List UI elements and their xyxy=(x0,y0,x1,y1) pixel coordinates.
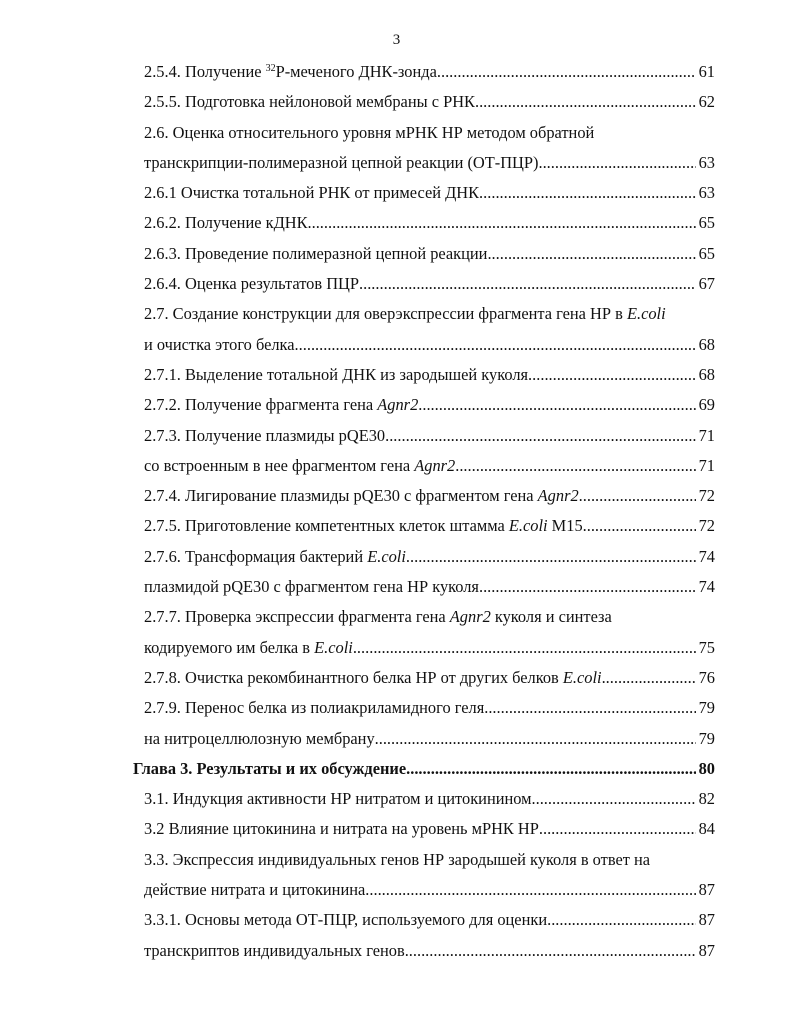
italic-term: Agnr2 xyxy=(414,455,456,475)
toc-entry-row xyxy=(144,784,715,814)
toc-entry-row xyxy=(144,178,715,208)
title-text: 2.7.9. Перенос белка из полиакриламидного геля xyxy=(144,698,485,718)
toc-entry-title xyxy=(144,633,353,663)
title-text: плазмидой pQE30 с фрагментом гена НР куколя xyxy=(144,577,479,597)
title-text: Глава 3. Результаты и их обсуждение xyxy=(133,758,407,778)
title-text: на нитроцеллюлозную мембрану xyxy=(144,728,375,748)
title-text: 2.7.6. Трансформация бактерий xyxy=(144,546,368,566)
toc-entry-row xyxy=(144,814,715,844)
toc-page-number: 68 xyxy=(698,334,715,354)
toc-entry-title xyxy=(144,784,532,814)
title-text: куколя и синтеза xyxy=(490,607,612,627)
toc-page-number: 76 xyxy=(698,667,715,687)
toc-entry xyxy=(0,299,793,329)
toc-entry-row xyxy=(144,118,594,148)
toc-page-number: 63 xyxy=(698,152,715,172)
dot-leader xyxy=(455,451,695,481)
toc-entry-title xyxy=(144,845,650,875)
title-text: 2.5.4. Получение xyxy=(144,62,266,81)
toc-page-number: 67 xyxy=(698,274,715,294)
italic-term: E.coli xyxy=(367,546,406,566)
dot-leader xyxy=(484,693,695,723)
dot-leader xyxy=(602,663,696,693)
toc-entry xyxy=(0,784,793,814)
table-of-contents xyxy=(0,57,793,966)
toc-page-number: 74 xyxy=(698,546,715,566)
dot-leader xyxy=(547,905,696,935)
title-text: 2.7.1. Выделение тотальной ДНК из зародышей куколя xyxy=(144,364,529,384)
toc-entry xyxy=(0,633,793,663)
toc-entry-title xyxy=(144,269,359,299)
dot-leader xyxy=(359,269,696,299)
toc-entry-row xyxy=(144,905,715,935)
toc-entry-row xyxy=(144,572,715,602)
title-text: M15 xyxy=(547,516,583,536)
toc-page-number: 74 xyxy=(698,577,715,597)
toc-page-number: 87 xyxy=(698,880,715,900)
toc-page-number: 87 xyxy=(698,910,715,930)
title-text: 2.6.3. Проведение полимеразной цепной реакции xyxy=(144,243,488,263)
toc-entry xyxy=(0,481,793,511)
toc-entry xyxy=(0,269,793,299)
toc-entry xyxy=(0,845,793,875)
title-text: 3.2 Влияние цитокинина и нитрата на уровень мРНК НР xyxy=(144,819,539,839)
toc-entry-row xyxy=(144,330,715,360)
toc-page-number: 79 xyxy=(698,698,715,718)
dot-leader xyxy=(418,390,695,420)
title-text: 2.5.5. Подготовка нейлоновой мембраны с РНК xyxy=(144,92,475,112)
toc-entry-row xyxy=(144,663,715,693)
toc-entry-title xyxy=(144,451,455,481)
toc-entry xyxy=(0,148,793,178)
toc-entry xyxy=(0,360,793,390)
toc-entry-row xyxy=(144,511,715,541)
toc-entry-title xyxy=(144,390,418,420)
toc-entry-title xyxy=(144,936,405,966)
toc-page-number: 72 xyxy=(698,486,715,506)
toc-entry-row xyxy=(144,602,612,632)
title-text: 2.6.2. Получение кДНК xyxy=(144,213,308,233)
toc-page-number: 79 xyxy=(698,728,715,748)
toc-entry-row xyxy=(144,299,666,329)
toc-entry-title xyxy=(144,663,602,693)
dot-leader xyxy=(308,208,696,238)
title-text: 2.7.3. Получение плазмиды pQE30 xyxy=(144,425,386,445)
toc-entry-row xyxy=(144,845,650,875)
title-text: 3.3. Экспрессия индивидуальных генов НР зародышей куколя в ответ на xyxy=(144,849,651,869)
dot-leader xyxy=(353,633,696,663)
dot-leader xyxy=(479,572,696,602)
title-text: 2.6.1 Очистка тотальной РНК от примесей ДНК xyxy=(144,183,480,203)
toc-entry-title xyxy=(144,299,666,329)
toc-entry-title xyxy=(144,421,385,451)
title-text: со встроенным в нее фрагментом гена xyxy=(144,455,415,475)
toc-entry xyxy=(0,572,793,602)
toc-entry-title xyxy=(144,118,594,148)
title-text: 2.7.8. Очистка рекомбинантного белка НР от других белков xyxy=(144,667,563,687)
toc-page-number: 71 xyxy=(698,425,715,445)
toc-entry xyxy=(0,542,793,572)
toc-page-number: 87 xyxy=(698,940,715,960)
italic-term: Agnr2 xyxy=(537,486,579,506)
toc-entry-row xyxy=(144,148,715,178)
toc-entry xyxy=(0,87,793,117)
toc-entry-title xyxy=(144,360,528,390)
dot-leader xyxy=(538,148,695,178)
toc-entry xyxy=(0,57,793,87)
italic-term: E.coli xyxy=(314,637,353,657)
toc-entry-title xyxy=(144,178,479,208)
toc-entry-title xyxy=(144,875,365,905)
title-text: 3.3.1. Основы метода ОТ-ПЦР, используемого для оценки xyxy=(144,910,548,930)
toc-entry xyxy=(0,602,793,632)
page-number: 3 xyxy=(392,32,401,48)
title-text: 2.7.2. Получение фрагмента гена xyxy=(144,395,378,415)
title-text: 2.7.7. Проверка экспрессии фрагмента гена xyxy=(144,607,450,627)
toc-entry-title xyxy=(144,148,538,178)
toc-entry xyxy=(0,511,793,541)
toc-page-number: 61 xyxy=(698,62,715,81)
toc-entry-title xyxy=(144,87,475,117)
title-text: и очистка этого белка xyxy=(144,334,295,354)
dot-leader xyxy=(406,542,696,572)
dot-leader xyxy=(295,330,696,360)
toc-entry xyxy=(0,208,793,238)
toc-entry xyxy=(0,421,793,451)
toc-entry-row xyxy=(144,269,715,299)
toc-entry xyxy=(0,663,793,693)
toc-entry-title xyxy=(144,330,295,360)
dot-leader xyxy=(579,481,696,511)
toc-entry-row xyxy=(144,208,715,238)
toc-entry xyxy=(0,814,793,844)
toc-entry-row xyxy=(144,239,715,269)
toc-entry-row xyxy=(144,481,715,511)
toc-page-number: 71 xyxy=(698,455,715,475)
toc-entry-title xyxy=(144,602,612,632)
toc-entry xyxy=(0,330,793,360)
dot-leader xyxy=(479,178,696,208)
title-text: транскрипции-полимеразной цепной реакции (ОТ-ПЦР) xyxy=(144,152,539,172)
title-text: 2.6.4. Оценка результатов ПЦР xyxy=(144,274,360,294)
toc-entry-title xyxy=(144,693,484,723)
toc-entry-title xyxy=(144,814,539,844)
toc-entry xyxy=(0,178,793,208)
dot-leader xyxy=(406,754,695,784)
dot-leader xyxy=(375,724,696,754)
toc-entry-title xyxy=(144,208,308,238)
title-text: 2.7. Создание конструкции для оверэкспрессии фрагмента гена НР в xyxy=(144,304,627,324)
toc-entry-title xyxy=(144,905,547,935)
toc-entry-row xyxy=(144,360,715,390)
toc-entry-row xyxy=(144,633,715,663)
toc-entry-title xyxy=(144,239,487,269)
toc-entry-row xyxy=(144,542,715,572)
toc-entry-row xyxy=(144,57,715,87)
toc-entry xyxy=(0,239,793,269)
dot-leader xyxy=(437,57,696,87)
toc-page-number: 68 xyxy=(698,364,715,384)
toc-entry-row xyxy=(144,875,715,905)
toc-page-number: 75 xyxy=(698,637,715,657)
toc-entry-title xyxy=(144,57,437,87)
title-text: 2.7.5. Приготовление компетентных клеток штамма xyxy=(144,516,509,536)
toc-chapter-entry xyxy=(0,754,793,784)
dot-leader xyxy=(385,421,696,451)
title-text: кодируемого им белка в xyxy=(144,637,315,657)
dot-leader xyxy=(532,784,696,814)
toc-page-number: 80 xyxy=(698,758,715,778)
toc-entry-row xyxy=(144,87,715,117)
dot-leader xyxy=(528,360,696,390)
italic-term: E.coli xyxy=(562,667,602,687)
toc-page-number: 72 xyxy=(698,516,715,536)
toc-entry xyxy=(0,905,793,935)
toc-entry xyxy=(0,875,793,905)
toc-page-number: 65 xyxy=(698,243,715,263)
italic-term: Agnr2 xyxy=(377,395,419,415)
toc-entry xyxy=(0,936,793,966)
toc-entry-title xyxy=(144,542,406,572)
toc-entry-row xyxy=(144,724,715,754)
toc-page-number: 69 xyxy=(698,395,715,415)
title-text: действие нитрата и цитокинина xyxy=(144,880,366,900)
toc-entry-row xyxy=(144,936,715,966)
dot-leader xyxy=(487,239,695,269)
toc-entry-row xyxy=(144,693,715,723)
italic-term: E.coli xyxy=(626,304,666,324)
title-text: Р-меченого ДНК-зонда xyxy=(275,62,437,81)
toc-page-number: 63 xyxy=(698,183,715,203)
dot-leader xyxy=(583,511,696,541)
toc-page-number: 84 xyxy=(698,819,715,839)
italic-term: E.coli xyxy=(508,516,548,536)
toc-entry-row xyxy=(133,754,715,784)
toc-entry xyxy=(0,118,793,148)
title-text: 2.6. Оценка относительного уровня мРНК НР методом обратной xyxy=(144,122,595,142)
toc-entry-row xyxy=(144,390,715,420)
toc-entry-title xyxy=(144,481,579,511)
toc-entry-title xyxy=(144,572,479,602)
toc-entry-row xyxy=(144,451,715,481)
toc-page-number: 65 xyxy=(698,213,715,233)
toc-entry xyxy=(0,451,793,481)
toc-entry-title xyxy=(144,724,375,754)
dot-leader xyxy=(365,875,695,905)
dot-leader xyxy=(405,936,696,966)
title-text: транскриптов индивидуальных генов xyxy=(144,940,405,960)
toc-entry xyxy=(0,724,793,754)
toc-page-number: 82 xyxy=(698,789,715,809)
toc-entry-title xyxy=(133,754,406,784)
dot-leader xyxy=(539,814,696,844)
toc-entry-row xyxy=(144,421,715,451)
toc-entry xyxy=(0,693,793,723)
superscript: 32 xyxy=(265,63,276,74)
title-text: 2.7.4. Лигирование плазмиды pQE30 с фрагментом гена xyxy=(144,486,538,506)
dot-leader xyxy=(475,87,696,117)
toc-entry-title xyxy=(144,511,583,541)
toc-page-number: 62 xyxy=(698,92,715,112)
title-text: 3.1. Индукция активности НР нитратом и цитокинином xyxy=(144,789,532,809)
italic-term: Agnr2 xyxy=(449,607,491,627)
toc-entry xyxy=(0,390,793,420)
